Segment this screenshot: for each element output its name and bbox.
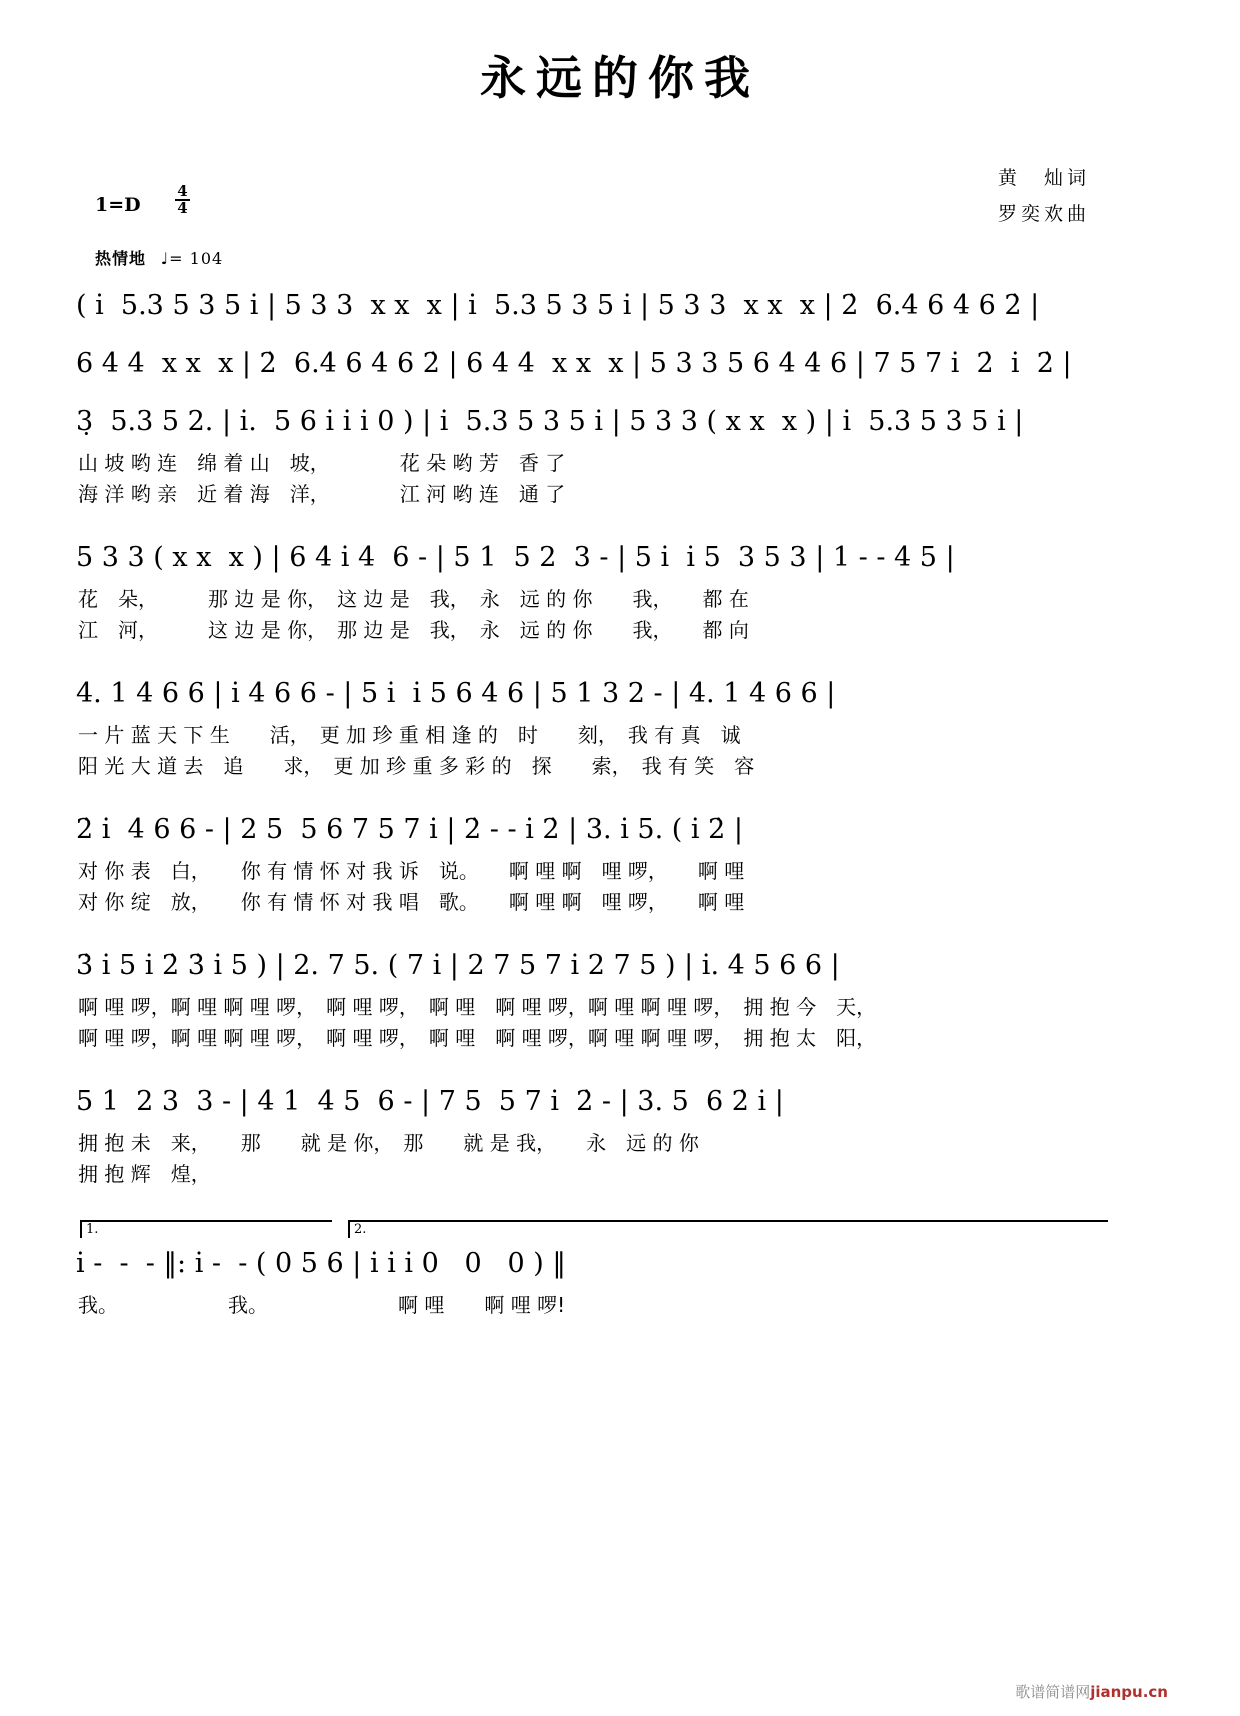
lyric-line-verse2: 对 你 绽 放， 你 有 情 怀 对 我 唱 歌。 啊 哩 啊 哩 啰， 啊 哩 [78, 890, 745, 914]
notes-line: 3̇ i̇ 5 i̇ 2̇ 3̇ i̇ 5 ) | 2. 7 5. ( 7 i̇ | 2 7 5 7 i̇ 2 7 5 ) | i̇. 4 5 6 6 | [76, 950, 840, 981]
system-gap [70, 516, 1170, 532]
watermark [1015, 1681, 1168, 1702]
lyric-line-first-ending [70, 1290, 1170, 1321]
system-gap [70, 652, 1170, 668]
watermark-text: 歌谱简谱网 [1015, 1683, 1091, 1701]
composer-credit: 罗奕欢曲 [997, 203, 1090, 225]
time-signature-denominator: 4 [177, 199, 188, 217]
sheet-music-page [0, 42, 1240, 1716]
lyricist-credit: 黄 灿词 [997, 167, 1090, 189]
system-8 [70, 1076, 1170, 1190]
key-signature [95, 184, 190, 216]
time-signature-numerator: 4 [177, 182, 188, 200]
system-9-endings [70, 1238, 1170, 1321]
system-3 [70, 396, 1170, 510]
key-signature-label: 1=D [95, 194, 141, 216]
notes-line: 5 1 2 3 3 - | 4 1 4 5 6 - | 7 5 5 7 i̇ 2̇ - | 3. 5 6 2̇ i̇ | [76, 1086, 784, 1117]
lyric-line-verse1: 啊 哩 啰，啊 哩 啊 哩 啰， 啊 哩 啰， 啊 哩 啊 哩 啰，啊 哩 啊 哩 啰， 拥 抱 今 天， [78, 995, 877, 1019]
second-ending-lyric: 我。 啊 哩 啊 哩 啰! [228, 1293, 566, 1317]
notes-line-endings [70, 1238, 1170, 1290]
lyric-line-verse2: 阳 光 大 道 去 追 求， 更 加 珍 重 多 彩 的 探 索， 我 有 笑 容 [78, 754, 755, 778]
system-gap [70, 1196, 1170, 1212]
lyric-line-verse1: 对 你 表 白， 你 有 情 怀 对 我 诉 说。 啊 哩 啊 哩 啰， 啊 哩 [78, 859, 745, 883]
system-1 [70, 280, 1170, 332]
final-barline: ‖ [543, 1248, 566, 1279]
watermark-site: jianpu.cn [1090, 1683, 1168, 1701]
notes-line: 5 3 3 ( x x x ) | 6 4 i̇ 4 6 - | 5 1 5 2 3 - | 5 i̇ i̇ 5 3 5 3 | 1 - - 4 5 | [76, 542, 955, 573]
system-6 [70, 804, 1170, 918]
page-title: 永远的你我 [480, 51, 760, 105]
system-gap [70, 788, 1170, 804]
lyric-spacer [108, 1293, 228, 1317]
system-5 [70, 668, 1170, 782]
tempo-marking [95, 246, 223, 269]
lyric-line-verse2: 拥 抱 辉 煌， [78, 1162, 211, 1186]
expression-marking: 热情地 [95, 249, 147, 268]
credits [998, 160, 1090, 232]
system-gap [70, 1060, 1170, 1076]
lyric-line-verse1: 一 片 蓝 天 下 生 活， 更 加 珍 重 相 逢 的 时 刻， 我 有 真 诚 [78, 723, 741, 747]
notes-line: 6 4 4 x x x | 2̇ 6.4 6 4 6 2̇ | 6 4 4 x x x | 5 3 3 5 6 4 4 6 | 7 5 7 i̇ 2̇ i̇ 2̇ | [76, 348, 1072, 379]
second-ending-notes: i̇ - - ( 0 5 6 | i̇ i̇ i̇ 0 0 0 ) [194, 1248, 544, 1279]
system-2 [70, 338, 1170, 390]
notes-line: 4. 1 4 6 6 | i̇ 4 6 6 - | 5 i̇ i̇ 5 6 4 6 | 5 1 3 2 - | 4. 1 4 6 6 | [76, 678, 836, 709]
ending-brackets [76, 1212, 1170, 1238]
notes-line: 2̇ i̇ 4 6 6 - | 2 5 5 6 7 5 7 i̇ | 2̇ - - i̇ 2̇ | 3. i̇ 5. ( i̇ 2̇ | [76, 814, 743, 845]
lyric-line-verse1: 拥 抱 未 来， 那 就 是 你， 那 就 是 我， 永 远 的 你 [78, 1131, 699, 1155]
lyric-line-verse1: 山 坡 哟 连 绵 着 山 坡， 花 朵 哟 芳 香 了 [78, 451, 566, 475]
repeat-barline: ‖: [154, 1248, 195, 1279]
system-7 [70, 940, 1170, 1054]
music-systems [70, 280, 1170, 1327]
second-ending-bracket: 2. [348, 1220, 1108, 1238]
lyric-line-verse2: 海 洋 哟 亲 近 着 海 洋， 江 河 哟 连 通 了 [78, 482, 566, 506]
lyric-line-verse2: 江 河， 这 边 是 你， 那 边 是 我， 永 远 的 你 我， 都 向 [78, 618, 749, 642]
tempo-value: ♩= 104 [160, 249, 224, 268]
time-signature [175, 184, 189, 216]
system-gap [70, 924, 1170, 940]
first-ending-notes: i̇ - - - [76, 1248, 155, 1279]
first-ending-lyric: 我。 [78, 1293, 108, 1317]
notes-line: ( i̇ 5.3 5 3 5 i̇ | 5 3 3 x x x | i̇ 5.3 5 3 5 i̇ | 5 3 3 x x x | 2̇ 6.4 6 4 6 2̇ | [76, 290, 1040, 321]
first-ending-bracket: 1. [80, 1220, 332, 1238]
system-4 [70, 532, 1170, 646]
lyric-line-verse2: 啊 哩 啰，啊 哩 啊 哩 啰， 啊 哩 啰， 啊 哩 啊 哩 啰，啊 哩 啊 哩 啰， 拥 抱 太 阳， [78, 1026, 877, 1050]
lyric-line-verse1: 花 朵， 那 边 是 你， 这 边 是 我， 永 远 的 你 我， 都 在 [78, 587, 749, 611]
notes-line: 3̣ 5.3 5 2. | i̇. 5 6 i̇ i̇ i̇ 0 ) | i̇ 5.3 5 3 5 i̇ | 5 3 3 ( x x x ) | i̇ 5.3 5 3 5 i̇ | [76, 406, 1024, 437]
